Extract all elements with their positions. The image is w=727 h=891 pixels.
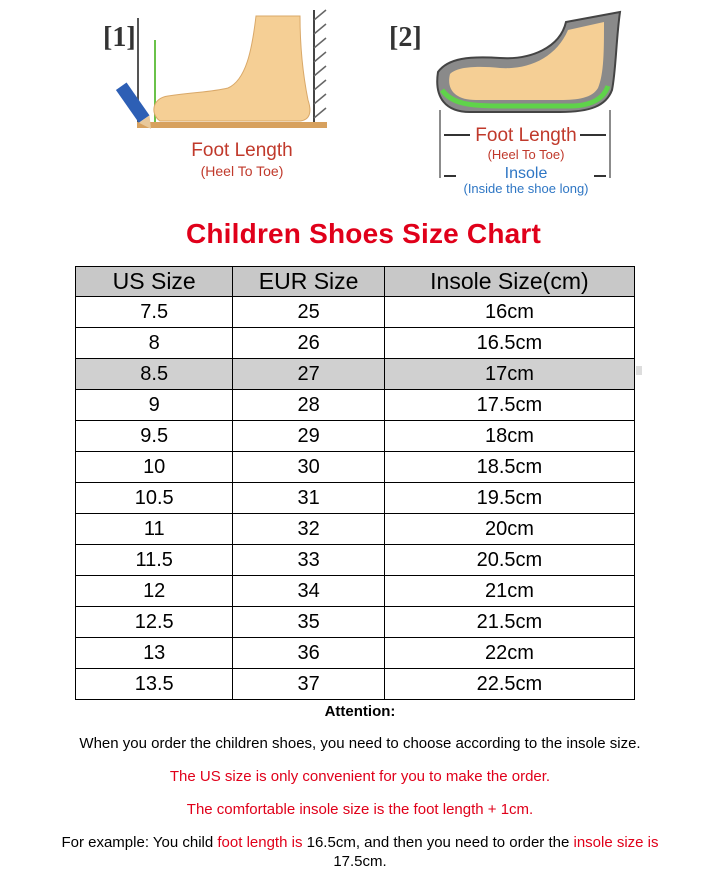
example-part-d: insole size is (573, 834, 659, 851)
cell-insole: 21.5cm (384, 607, 634, 638)
cell-us: 9.5 (76, 421, 233, 452)
header-insole-size: Insole Size(cm) (384, 267, 634, 297)
cell-insole: 17.5cm (384, 390, 634, 421)
table-row (76, 390, 635, 421)
cell-eur: 37 (233, 669, 384, 700)
figure-1 (103, 10, 327, 179)
example-part-b: foot length is (217, 834, 307, 851)
cell-eur: 26 (233, 328, 384, 359)
table-row (76, 483, 635, 514)
cell-eur: 27 (233, 359, 384, 390)
cell-eur: 35 (233, 607, 384, 638)
note-comfortable-size: The comfortable insole size is the foot length + 1cm. (186, 801, 534, 818)
cell-eur: 36 (233, 638, 384, 669)
figure-2 (389, 12, 620, 196)
header-us-size: US Size (76, 267, 233, 297)
cell-insole: 21cm (384, 576, 634, 607)
size-chart-table (75, 266, 635, 700)
table-row (76, 607, 635, 638)
cell-insole: 22cm (384, 638, 634, 669)
cell-insole: 20.5cm (384, 545, 634, 576)
figure-2-insole-note: (Inside the shoe long) (463, 181, 589, 196)
page-title: Children Shoes Size Chart (185, 218, 542, 249)
cell-eur: 29 (233, 421, 384, 452)
note-insole-size: When you order the children shoes, you need to choose according to the insole size. (79, 735, 641, 752)
cell-insole: 18.5cm (384, 452, 634, 483)
cell-eur: 33 (233, 545, 384, 576)
table-row (76, 297, 635, 328)
figure-2-caption: Foot Length (475, 125, 577, 146)
example-part-e: 17.5cm. (333, 853, 387, 870)
table-row (76, 545, 635, 576)
cell-insole: 18cm (384, 421, 634, 452)
cell-us: 11.5 (76, 545, 233, 576)
cell-eur: 25 (233, 297, 384, 328)
cell-insole: 22.5cm (384, 669, 634, 700)
note-us-size: The US size is only convenient for you to make the order. (169, 768, 551, 785)
table-row (76, 328, 635, 359)
cell-insole: 16cm (384, 297, 634, 328)
table-header-row (76, 267, 635, 297)
cell-us: 9 (76, 390, 233, 421)
figure-2-insole: Insole (504, 165, 548, 182)
cell-eur: 34 (233, 576, 384, 607)
table-row (76, 669, 635, 700)
table-row (76, 514, 635, 545)
table-row (76, 638, 635, 669)
cell-us: 7.5 (76, 297, 233, 328)
table-row-highlighted (76, 359, 635, 390)
cell-us: 11 (76, 514, 233, 545)
cell-insole: 16.5cm (384, 328, 634, 359)
example-part-a: For example: You child (61, 834, 218, 851)
row-highlight-marker (636, 366, 642, 375)
cell-us: 12.5 (76, 607, 233, 638)
figure-1-caption: Foot Length (191, 140, 293, 161)
foot-shape (154, 16, 310, 121)
cell-eur: 28 (233, 390, 384, 421)
cell-eur: 32 (233, 514, 384, 545)
cell-us: 8.5 (76, 359, 233, 390)
table-row (76, 421, 635, 452)
example-part-c: 16.5cm, and then you need to order the (306, 834, 574, 851)
figure-2-subcaption: (Heel To Toe) (487, 147, 565, 162)
cell-us: 8 (76, 328, 233, 359)
cell-us: 10.5 (76, 483, 233, 514)
figure-1-subcaption: (Heel To Toe) (200, 163, 284, 179)
cell-us: 13.5 (76, 669, 233, 700)
cell-insole: 19.5cm (384, 483, 634, 514)
cell-insole: 20cm (384, 514, 634, 545)
note-example (60, 833, 660, 871)
header-eur-size: EUR Size (233, 267, 384, 297)
attention-heading: Attention: (324, 703, 396, 720)
cell-eur: 30 (233, 452, 384, 483)
figure-2-label: [2] (389, 22, 422, 53)
foot-measurement-illustration (0, 0, 727, 210)
figure-1-label: [1] (103, 22, 136, 53)
notes-section (60, 702, 660, 885)
cell-us: 10 (76, 452, 233, 483)
table-row (76, 452, 635, 483)
cell-us: 13 (76, 638, 233, 669)
cell-eur: 31 (233, 483, 384, 514)
cell-us: 12 (76, 576, 233, 607)
cell-insole: 17cm (384, 359, 634, 390)
table-row (76, 576, 635, 607)
